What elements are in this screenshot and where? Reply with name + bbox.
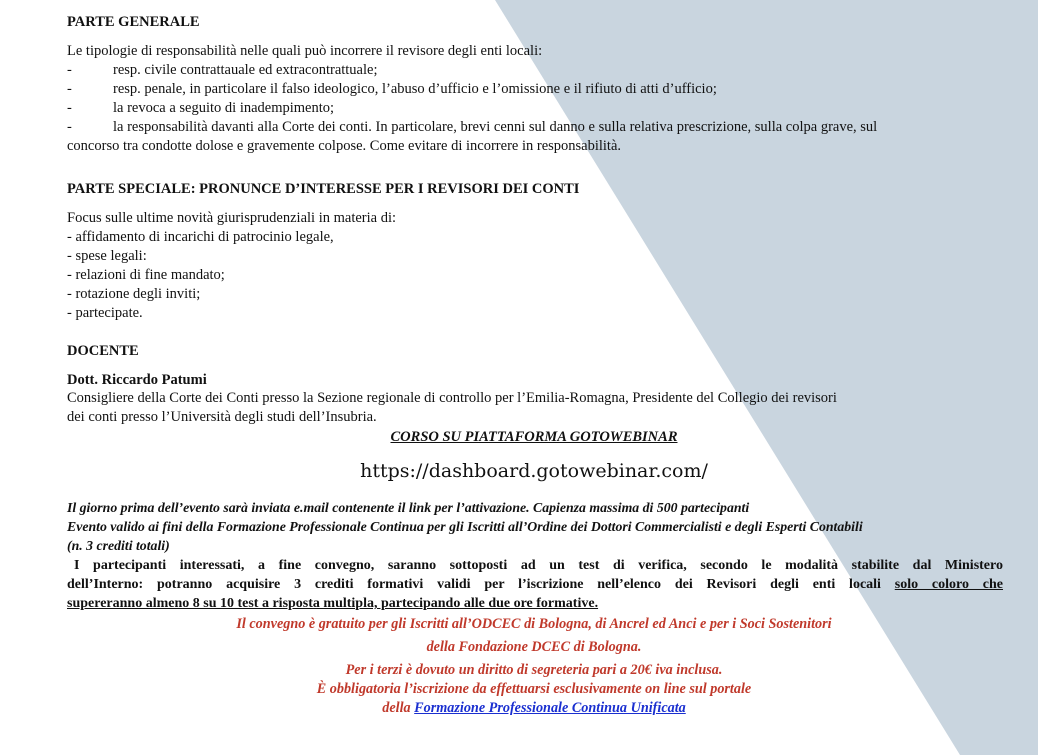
- list-item-text: la revoca a seguito di inadempimento;: [113, 100, 335, 116]
- red-note-line: Il convegno è gratuito per gli Iscritti all’ODCEC di Bologna, di Ancrel ed Anci e per i Soci Sostenitori: [236, 616, 832, 632]
- note-line: Evento valido ai fini della Formazione Professionale Continua per gli Iscritti all’Ordine dei Dottori Commercialisti e degli Esperti Contabili: [67, 519, 863, 534]
- dash-marker: -: [67, 100, 72, 116]
- list-item: [67, 99, 334, 118]
- parte-generale-heading: PARTE GENERALE: [67, 14, 200, 30]
- test-paragraph-line: I partecipanti interessati, a fine convegno, saranno sottoposti ad un test di verifica, secondo le modalità stabilite dal Ministero: [74, 558, 1003, 573]
- docente-bio: dei conti presso l’Università degli studi dell’Insubria.: [67, 409, 377, 425]
- corso-title: CORSO SU PIATTAFORMA GOTOWEBINAR: [390, 429, 678, 445]
- test-paragraph-line: [67, 575, 1003, 594]
- webinar-url[interactable]: https://dashboard.gotowebinar.com/: [360, 460, 708, 482]
- parte-speciale-intro: Focus sulle ultime novità giurisprudenziali in materia di:: [67, 210, 397, 226]
- test-text-underlined: supereranno almeno 8 su 10 test a risposta multipla, partecipando alle due ore formative.: [67, 596, 599, 611]
- list-item: [67, 118, 877, 137]
- docente-bio: Consigliere della Corte dei Conti presso la Sezione regionale di controllo per l’Emilia-Romagna, Presidente del Collegio dei revisori: [67, 390, 837, 406]
- list-item: [67, 61, 378, 80]
- list-item-text: resp. civile contrattauale ed extracontrattuale;: [113, 62, 378, 78]
- dash-marker: -: [67, 62, 72, 78]
- red-note-text: della: [382, 700, 415, 716]
- red-note-line: Per i terzi è dovuto un diritto di segreteria pari a 20€ iva inclusa.: [345, 662, 723, 678]
- parte-speciale-heading: PARTE SPECIALE: PRONUNCE D’INTERESSE PER I REVISORI DEI CONTI: [67, 181, 580, 197]
- list-item-text: la responsabilità davanti alla Corte dei conti. In particolare, brevi cenni sul danno e sulla relativa prescrizione, sulla colpa grave, sul: [113, 119, 878, 135]
- list-item-continuation: concorso tra condotte dolose e gravemente colpose. Come evitare di incorrere in responsabilità.: [67, 138, 622, 154]
- formazione-link[interactable]: Formazione Professionale Continua Unificata: [414, 700, 686, 716]
- list-item: - relazioni di fine mandato;: [67, 267, 225, 283]
- note-line: (n. 3 crediti totali): [67, 538, 170, 553]
- list-item: - rotazione degli inviti;: [67, 286, 201, 302]
- docente-name: Dott. Riccardo Patumi: [67, 372, 207, 388]
- parte-generale-intro: Le tipologie di responsabilità nelle quali può incorrere il revisore degli enti locali:: [67, 43, 543, 59]
- dash-marker: -: [67, 81, 72, 97]
- red-note-line: [0, 699, 1038, 718]
- docente-heading: DOCENTE: [67, 343, 139, 359]
- test-text: dell’Interno: potranno acquisire 3 crediti formativi validi per l’iscrizione nell’elenco dei Revisori degli enti locali: [67, 577, 895, 592]
- list-item: - spese legali:: [67, 248, 147, 264]
- red-note-line: È obbligatoria l’iscrizione da effettuarsi esclusivamente on line sul portale: [316, 681, 752, 697]
- red-note-line: della Fondazione DCEC di Bologna.: [426, 639, 642, 655]
- list-item: - affidamento di incarichi di patrocinio legale,: [67, 229, 334, 245]
- list-item: [67, 80, 717, 99]
- dash-marker: -: [67, 119, 72, 135]
- test-text-underlined: solo coloro che: [894, 577, 1003, 592]
- note-line: Il giorno prima dell’evento sarà inviata e.mail contenente il link per l’attivazione. Capienza massima di 500 partecipanti: [67, 500, 750, 515]
- list-item: - partecipate.: [67, 305, 143, 321]
- list-item-text: resp. penale, in particolare il falso ideologico, l’abuso d’ufficio e l’omissione e il rifiuto di atti d’ufficio;: [113, 81, 717, 97]
